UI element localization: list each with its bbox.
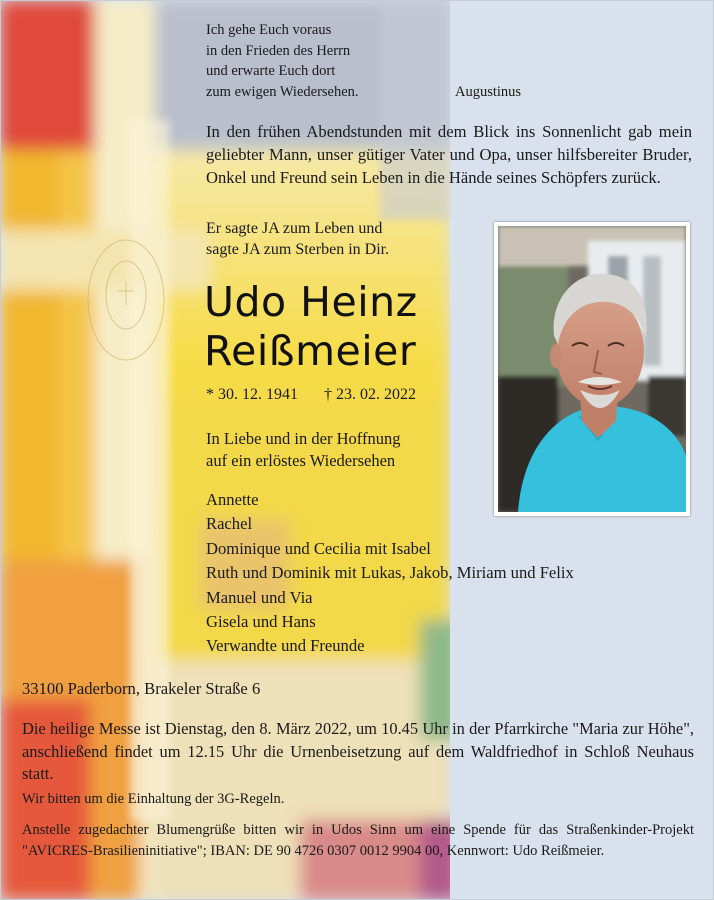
health-rules-note: Wir bitten um die Einhaltung der 3G-Regeln.	[22, 791, 285, 807]
quote-line: Er sagte JA zum Leben und	[206, 220, 383, 237]
hope-statement	[206, 428, 400, 472]
mourner-entry: Rachel	[206, 514, 253, 534]
deceased-first-name: Udo Heinz	[204, 278, 418, 326]
verse-line: zum ewigen Wiedersehen.	[206, 83, 359, 100]
mourner-entry: Annette	[206, 490, 259, 509]
death-date: † 23. 02. 2022	[324, 386, 416, 403]
verse-line: Ich gehe Euch voraus	[206, 22, 332, 38]
verse-line: und erwarte Euch dort	[206, 63, 336, 79]
mourner-entry: Ruth und Dominik mit Lukas, Jakob, Miriam und Felix	[206, 563, 574, 583]
deceased-name	[204, 278, 418, 376]
family-address: 33100 Paderborn, Brakeler Straße 6	[22, 679, 261, 698]
hope-line: In Liebe und in der Hoffnung	[206, 429, 401, 448]
life-dates	[206, 386, 438, 404]
mourner-entry: Manuel und Via	[206, 587, 313, 607]
verse-line: in den Frieden des Herrn	[206, 42, 351, 59]
intro-paragraph: In den frühen Abendstunden mit dem Blick ins Sonnenlicht gab mein geliebter Mann, unser gütiger Vater und Opa, unser hilfsbereiter Bruder, Onkel und Freund sein Leben in die Hände seines Schöpfers zurück.	[206, 122, 692, 187]
birth-date: * 30. 12. 1941	[206, 386, 298, 403]
opening-verse	[206, 20, 359, 102]
donation-request: Anstelle zugedachter Blumengrüße bitten wir in Udos Sinn um eine Spende für das Straßenkinder-Projekt "AVICRES-Brasilieninitiative"; IBAN: DE 90 4726 0307 0012 9904 00, Kennwort: Udo Reißmeier.	[22, 822, 694, 859]
deceased-last-name: Reißmeier	[204, 327, 417, 375]
portrait-photo	[494, 222, 690, 516]
secondary-quote	[206, 218, 389, 260]
quote-line: sagte JA zum Sterben in Dir.	[206, 241, 390, 258]
mourner-entry: Gisela und Hans	[206, 612, 316, 632]
portrait-image	[498, 226, 686, 512]
hope-line: auf ein erlöstes Wiedersehen	[206, 451, 396, 470]
mourner-entry: Verwandte und Freunde	[206, 636, 365, 656]
verse-author: Augustinus	[455, 84, 522, 100]
service-details: Die heilige Messe ist Dienstag, den 8. März 2022, um 10.45 Uhr in der Pfarrkirche "Maria zur Höhe", anschließend findet um 12.15 Uhr die Urnenbeisetzung auf dem Waldfriedhof in Schloß Neuhaus statt.	[22, 719, 694, 783]
mourner-entry: Dominique und Cecilia mit Isabel	[206, 538, 431, 558]
